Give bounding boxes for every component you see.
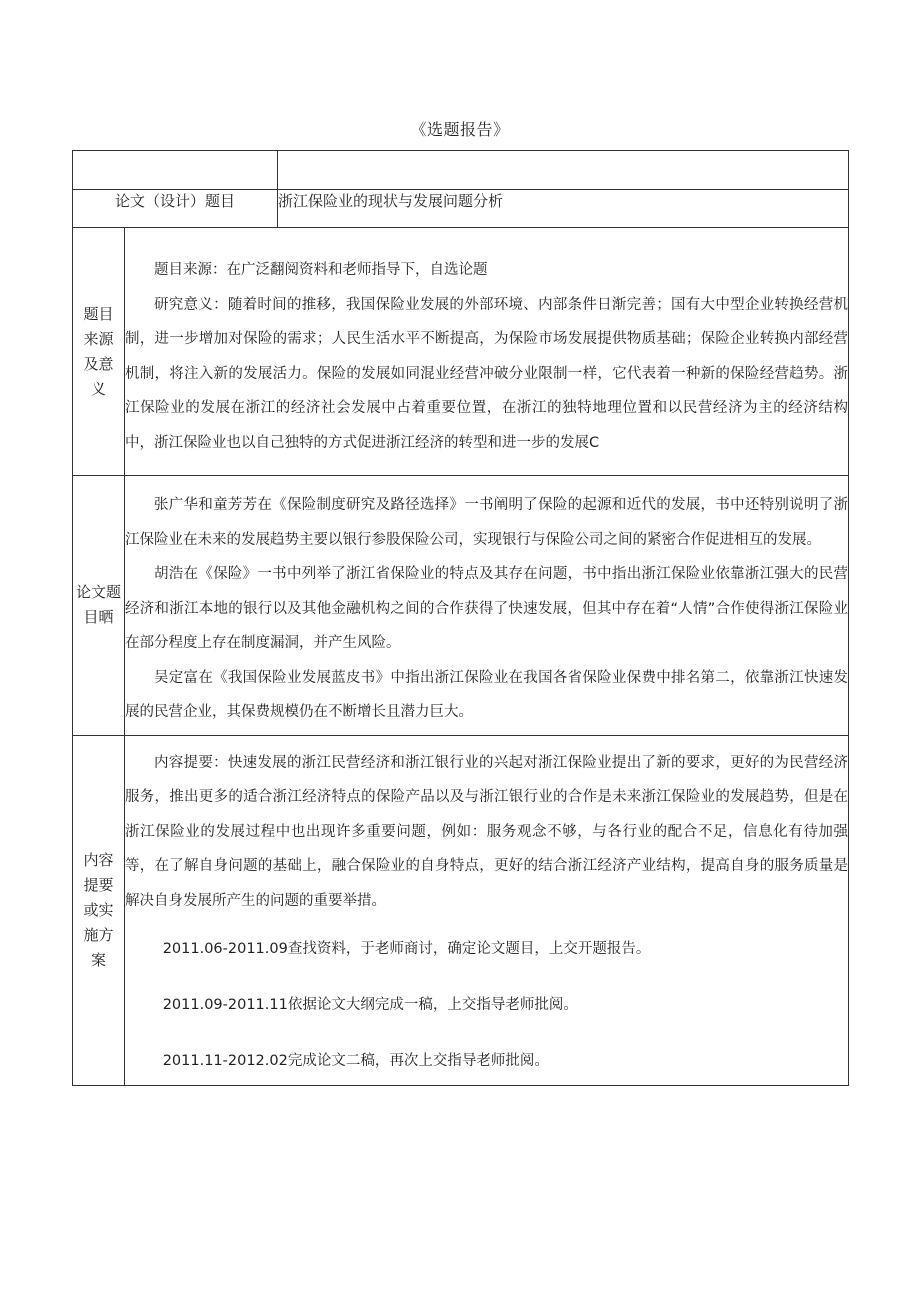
review-label: 论文题 目晒 (73, 476, 125, 736)
schedule-item: 2011.11-2012.02完成论文二稿，再次上交指导老师批阅。 (162, 1053, 549, 1069)
source-label: 题目 来源 及意 义 (73, 228, 125, 476)
source-paragraph: 题目来源：在广泛翻阅资料和老师指导下，自选论题 (154, 262, 488, 278)
source-paragraph: 研究意义：随着时间的推移，我国保险业发展的外部环境、内部条件日渐完善；国有大中型企业转换经营机制，进一步增加对保险的需求；人民生活水平不断提高，为保险市场发展提供物质基础；保险企业转换内部经营机制，将注入新的发展活力。保险的发展如同混业经营冲破分业限制一样，它代表着一种新的保险经营趋势。浙江保险业的发展在浙江的经济社会发展中占着重要位置，在浙江的独特地理位置和以民营经济为主的经济结构中，浙江保险业也以自己独特的方式促进浙江经济的转型和进一步的发展C (125, 296, 848, 451)
review-paragraph: 吴定富在《我国保险业发展蓝皮书》中指出浙江保险业在我国各省保险业保费中排名第二，依靠浙江快速发展的民营企业，其保费规模仍在不断增长且潜力巨大。 (125, 669, 848, 720)
empty-cell-right (278, 151, 849, 190)
empty-row (73, 151, 849, 190)
plan-content (125, 735, 849, 1086)
empty-cell-left (73, 151, 278, 190)
topic-label: 论文（设计）题目 (73, 190, 278, 228)
source-content (125, 228, 849, 476)
report-table (72, 150, 849, 1086)
review-content (125, 476, 849, 736)
plan-row (73, 735, 849, 1086)
schedule-item: 2011.06-2011.09查找资料，于老师商讨，确定论文题目，上交开题报告。 (162, 941, 651, 957)
topic-row (73, 190, 849, 228)
review-paragraph: 张广华和童芳芳在《保险制度研究及路径选择》一书阐明了保险的起源和近代的发展，书中还特别说明了浙江保险业在未来的发展趋势主要以银行参股保险公司，实现银行与保险公司之间的紧密合作促进相互的发展。 (125, 497, 848, 548)
document-title: 《选题报告》 (410, 120, 510, 139)
schedule-item: 2011.09-2011.11依据论文大纲完成一稿，上交指导老师批阅。 (162, 997, 578, 1013)
review-row (73, 476, 849, 736)
source-row (73, 228, 849, 476)
plan-summary: 内容提要：快速发展的浙江民营经济和浙江银行业的兴起对浙江保险业提出了新的要求，更好的为民营经济服务，推出更多的适合浙江经济特点的保险产品以及与浙江银行业的合作是未来浙江保险业的发展趋势，但是在浙江保险业的发展过程中也出现许多重要问题，例如：服务观念不够，与各行业的配合不足，信息化有待加强等，在了解自身问题的基础上，融合保险业的自身特点，更好的结合浙江经济产业结构，提高自身的服务质量是解决自身发展所产生的问题的重要举措。 (125, 754, 848, 909)
review-paragraph: 胡浩在《保险》一书中列举了浙江省保险业的特点及其存在问题，书中指出浙江保险业依靠浙江强大的民营经济和浙江本地的银行以及其他金融机构之间的合作获得了快速发展，但其中存在着“人情”合作使得浙江保险业在部分程度上存在制度漏洞，并产生风险。 (125, 566, 848, 651)
topic-value: 浙江保险业的现状与发展问题分析 (278, 190, 849, 228)
plan-label: 内容 提要 或实 施方 案 (73, 735, 125, 1086)
